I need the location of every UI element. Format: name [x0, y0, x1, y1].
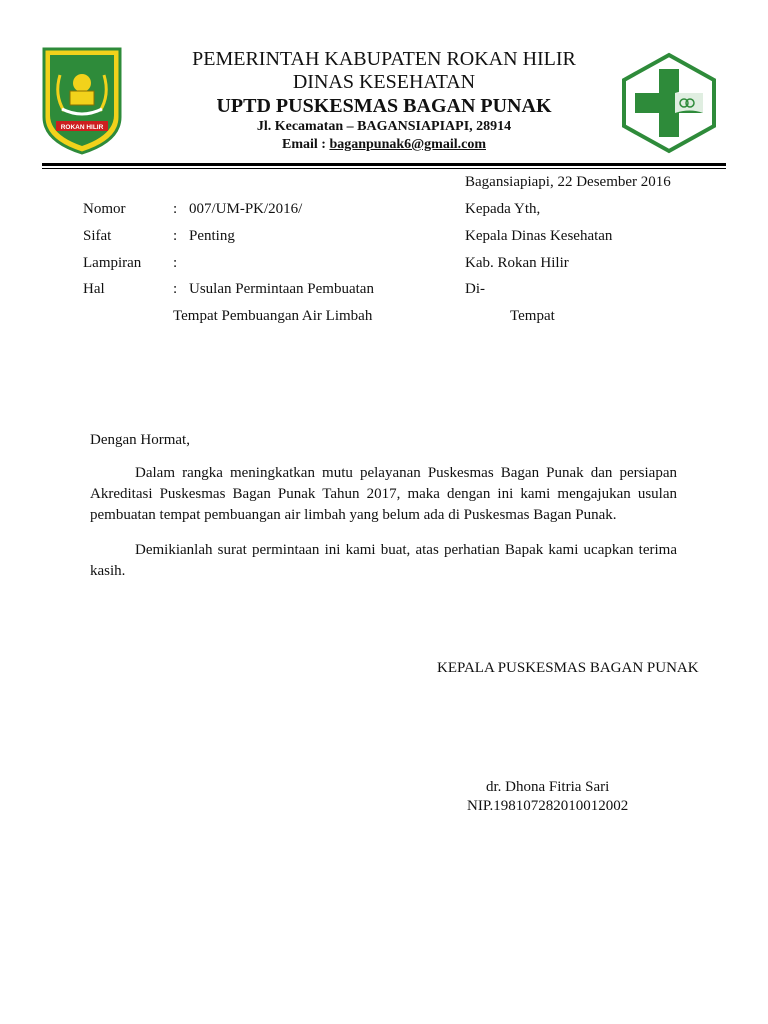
hal-value-line2: Tempat Pembuangan Air Limbah	[173, 308, 373, 324]
lampiran-label: Lampiran	[83, 255, 142, 271]
letterhead-address: Jl. Kecamatan – BAGANSIAPIAPI, 28914	[256, 119, 512, 134]
nomor-label: Nomor	[83, 201, 126, 217]
letterhead-divider-thick	[42, 163, 726, 166]
sifat-colon: :	[173, 228, 178, 244]
signatory-name: dr. Dhona Fitria Sari	[486, 779, 610, 795]
recipient-title: Kepala Dinas Kesehatan	[465, 228, 613, 244]
sifat-value: Penting	[189, 228, 235, 244]
greeting: Dengan Hormat,	[90, 432, 190, 448]
hal-label: Hal	[83, 281, 105, 297]
recipient-place: Tempat	[510, 308, 555, 324]
recipient-salutation: Kepada Yth,	[465, 201, 541, 217]
hal-colon: :	[173, 281, 178, 297]
sifat-label: Sifat	[83, 228, 112, 244]
letterhead-government: PEMERINTAH KABUPATEN ROKAN HILIR	[192, 48, 576, 70]
body-paragraph-1: Dalam rangka meningkatkan mutu pelayanan Puskesmas Bagan Punak dan persiapan Akreditasi Puskesmas Bagan Punak Tahun 2017, maka dengan ini kami mengajukan usulan pembuatan tempat pembuangan air limbah yang belum ada di Puskesmas Bagan Punak.	[90, 465, 677, 523]
email-link[interactable]: baganpunak6@gmail.com	[329, 137, 486, 152]
recipient-di: Di-	[465, 281, 485, 297]
email-label: Email :	[281, 137, 326, 152]
body-paragraph-2: Demikianlah surat permintaan ini kami buat, atas perhatian Bapak kami ucapkan terima kasih.	[90, 542, 677, 579]
letterhead-divider-thin	[42, 168, 726, 169]
recipient-region: Kab. Rokan Hilir	[465, 255, 569, 271]
hal-value-line1: Usulan Permintaan Pembuatan	[189, 281, 374, 297]
signatory-title: KEPALA PUSKESMAS BAGAN PUNAK	[437, 660, 699, 676]
signatory-nip: NIP.198107282010012002	[467, 798, 629, 814]
nomor-colon: :	[173, 201, 178, 217]
nomor-value: 007/UM-PK/2016/	[189, 201, 303, 217]
logo-caption: ROKAN HILIR	[60, 124, 104, 131]
letterhead-email	[0, 137, 768, 153]
letterhead-institution: UPTD PUSKESMAS BAGAN PUNAK	[216, 95, 552, 117]
lampiran-colon: :	[173, 255, 178, 271]
letter-date: Bagansiapiapi, 22 Desember 2016	[465, 174, 671, 190]
letterhead-department: DINAS KESEHATAN	[292, 71, 476, 93]
